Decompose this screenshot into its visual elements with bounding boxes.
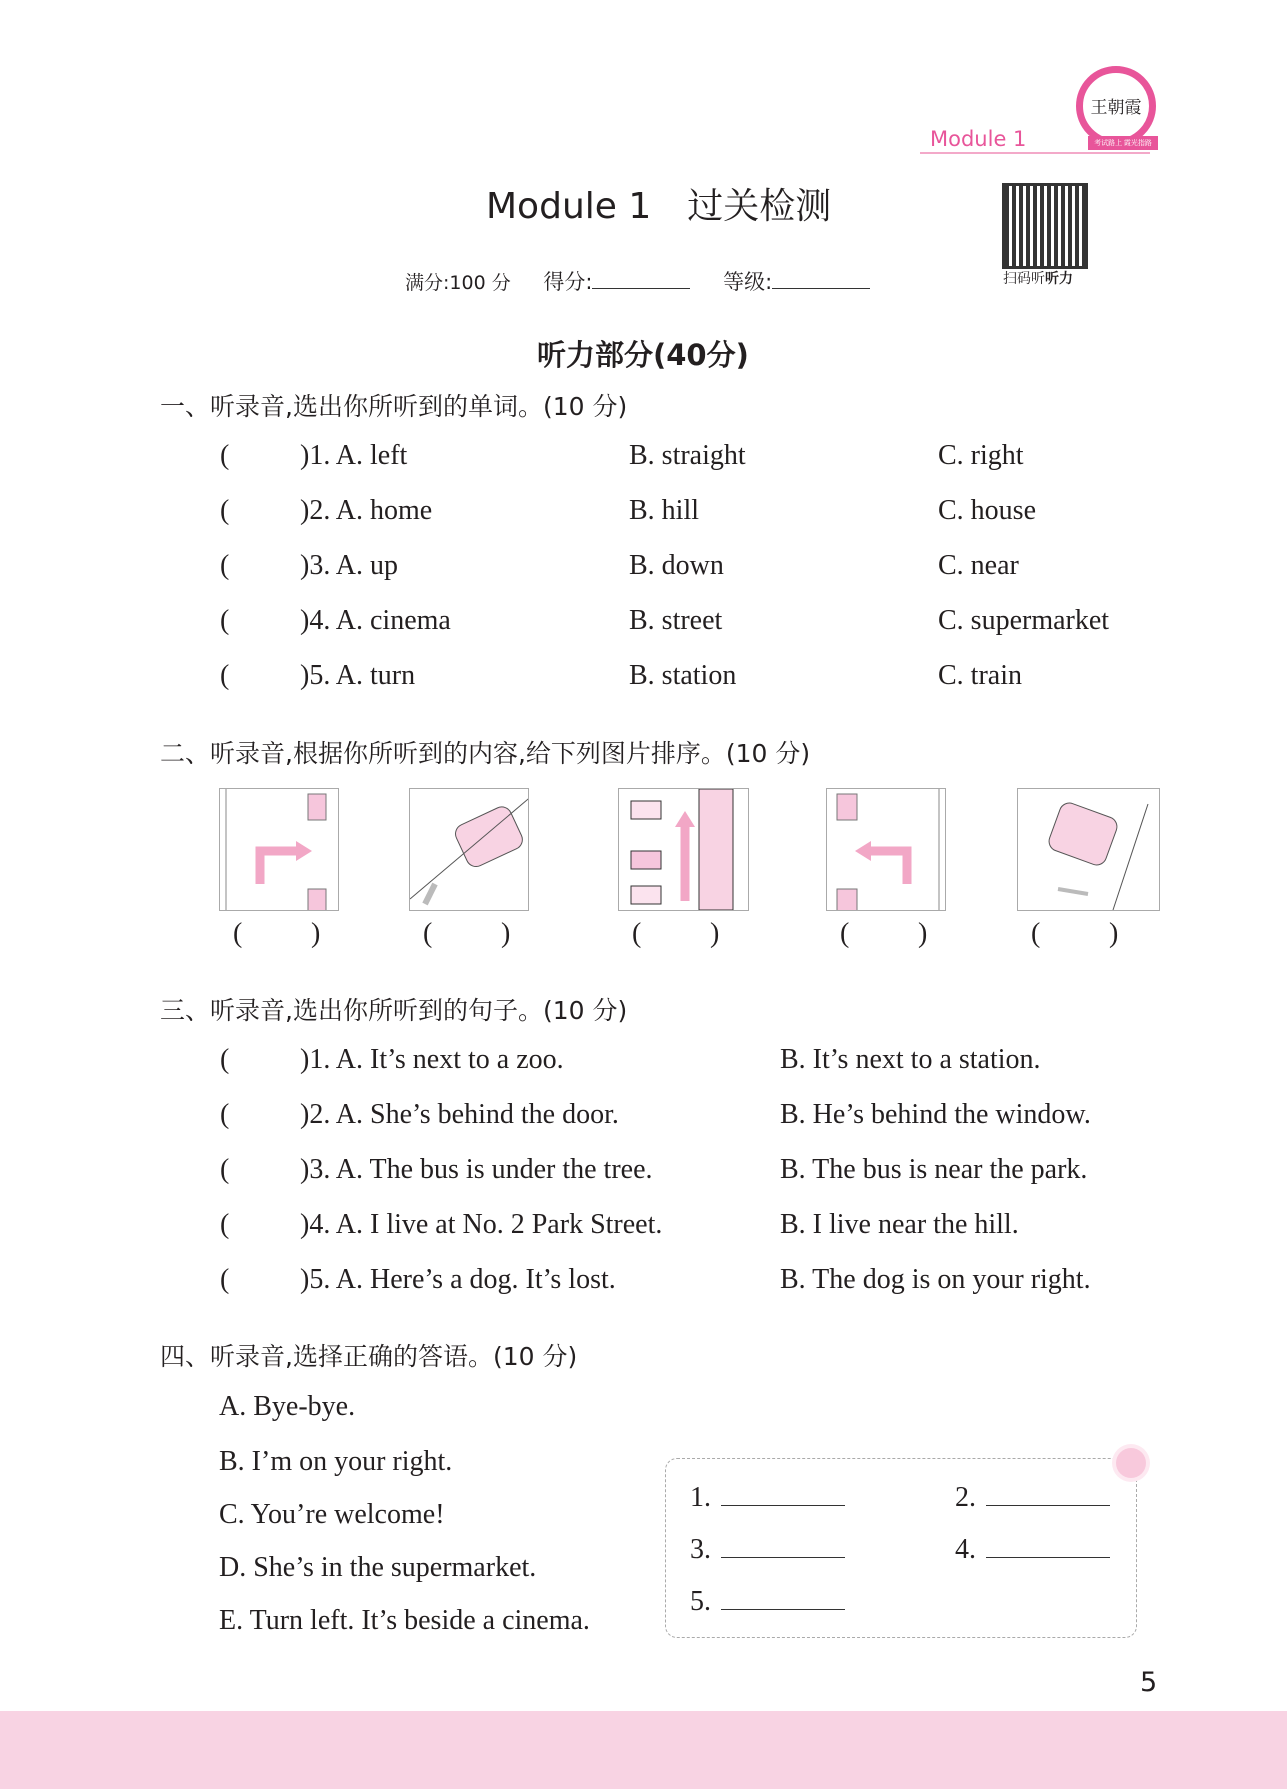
option-b: B. hill	[629, 495, 700, 526]
sentence-option-a: )5. A. Here’s a dog. It’s lost.	[300, 1264, 616, 1295]
logo-text: 王朝霞	[1090, 98, 1142, 118]
module-tag: Module 1	[930, 127, 1027, 151]
answer-blank[interactable]	[721, 1483, 845, 1506]
answer-blank[interactable]	[721, 1587, 845, 1610]
picture-turn-right	[219, 788, 339, 911]
answer-slot[interactable]	[690, 1534, 845, 1566]
answer-paren-open[interactable]: (	[220, 1099, 230, 1130]
logo-ribbon: 考试路上 霞光指路	[1088, 136, 1158, 150]
option-c: C. house	[938, 495, 1036, 526]
order-paren-close: )	[501, 918, 511, 949]
sentence-option-b: B. I live near the hill.	[780, 1209, 1019, 1240]
qr-caption	[1003, 268, 1073, 288]
answer-paren-open[interactable]: (	[220, 1044, 230, 1075]
question-number-option-a: )3. A. up	[300, 550, 398, 581]
full-score: 满分:100 分	[405, 272, 511, 294]
answer-paren-open[interactable]: (	[220, 440, 230, 471]
answer-number: 5.	[690, 1586, 711, 1617]
section3-heading: 三、听录音,选出你所听到的句子。(10 分)	[160, 996, 628, 1025]
answer-blank[interactable]	[721, 1535, 845, 1558]
answer-blank[interactable]	[986, 1483, 1110, 1506]
section1-heading: 一、听录音,选出你所听到的单词。(10 分)	[160, 392, 628, 421]
picture-car-turning	[1017, 788, 1160, 911]
qr-caption-b: 听力	[1045, 271, 1073, 287]
option-b: B. straight	[629, 440, 746, 471]
answer-number: 2.	[955, 1482, 976, 1513]
footer-band	[0, 1711, 1287, 1789]
page-number: 5	[1140, 1667, 1158, 1698]
option-b: B. station	[629, 660, 737, 691]
answer-slot[interactable]	[955, 1482, 1110, 1514]
answer-paren-open[interactable]: (	[220, 495, 230, 526]
answer-number: 4.	[955, 1534, 976, 1565]
reply-option: E. Turn left. It’s beside a cinema.	[219, 1605, 590, 1636]
sentence-option-b: B. The bus is near the park.	[780, 1154, 1088, 1185]
reply-option: A. Bye-bye.	[219, 1391, 356, 1422]
order-paren-open[interactable]: (	[423, 918, 433, 949]
sentence-option-a: )4. A. I live at No. 2 Park Street.	[300, 1209, 663, 1240]
score-blank[interactable]	[592, 266, 690, 289]
score-line	[405, 266, 870, 296]
answer-number: 3.	[690, 1534, 711, 1565]
brand-logo	[1076, 66, 1156, 146]
picture-go-straight	[618, 788, 749, 911]
option-c: C. right	[938, 440, 1024, 471]
grade-blank[interactable]	[772, 266, 870, 289]
reply-option: C. You’re welcome!	[219, 1499, 445, 1530]
sentence-option-b: B. He’s behind the window.	[780, 1099, 1091, 1130]
order-paren-close: )	[311, 918, 321, 949]
answer-blank[interactable]	[986, 1535, 1110, 1558]
sun-icon	[1116, 1448, 1146, 1478]
reply-option: B. I’m on your right.	[219, 1446, 453, 1477]
order-paren-close: )	[918, 918, 928, 949]
answer-slot[interactable]	[690, 1586, 845, 1618]
option-c: C. train	[938, 660, 1022, 691]
order-paren-close: )	[710, 918, 720, 949]
answer-slot[interactable]	[690, 1482, 845, 1514]
question-number-option-a: )4. A. cinema	[300, 605, 451, 636]
question-number-option-a: )2. A. home	[300, 495, 433, 526]
reply-option: D. She’s in the supermarket.	[219, 1552, 537, 1583]
sentence-option-a: )2. A. She’s behind the door.	[300, 1099, 619, 1130]
picture-bus-on-hill	[409, 788, 529, 911]
part-title: 听力部分(40分)	[537, 338, 749, 372]
answer-paren-open[interactable]: (	[220, 1154, 230, 1185]
option-b: B. street	[629, 605, 723, 636]
picture-turn-left	[826, 788, 946, 911]
answer-paren-open[interactable]: (	[220, 660, 230, 691]
order-paren-open[interactable]: (	[1031, 918, 1041, 949]
question-number-option-a: )1. A. left	[300, 440, 408, 471]
order-paren-close: )	[1109, 918, 1119, 949]
order-paren-open[interactable]: (	[233, 918, 243, 949]
sentence-option-b: B. It’s next to a station.	[780, 1044, 1041, 1075]
qr-caption-a: 扫码听	[1003, 271, 1045, 287]
page-title: Module 1 过关检测	[486, 186, 832, 227]
section4-heading: 四、听录音,选择正确的答语。(10 分)	[160, 1342, 578, 1371]
order-paren-open[interactable]: (	[840, 918, 850, 949]
sentence-option-a: )3. A. The bus is under the tree.	[300, 1154, 653, 1185]
answer-paren-open[interactable]: (	[220, 1209, 230, 1240]
option-b: B. down	[629, 550, 724, 581]
answer-paren-open[interactable]: (	[220, 550, 230, 581]
score-label: 得分:	[543, 270, 593, 294]
answer-number: 1.	[690, 1482, 711, 1513]
option-c: C. supermarket	[938, 605, 1110, 636]
section2-heading: 二、听录音,根据你所听到的内容,给下列图片排序。(10 分)	[160, 739, 811, 768]
order-paren-open[interactable]: (	[632, 918, 642, 949]
answer-slot[interactable]	[955, 1534, 1110, 1566]
qr-code[interactable]	[1005, 186, 1085, 266]
grade-label: 等级:	[723, 270, 773, 294]
header-rule	[920, 152, 1150, 154]
sentence-option-a: )1. A. It’s next to a zoo.	[300, 1044, 564, 1075]
option-c: C. near	[938, 550, 1019, 581]
answer-paren-open[interactable]: (	[220, 1264, 230, 1295]
answer-paren-open[interactable]: (	[220, 605, 230, 636]
question-number-option-a: )5. A. turn	[300, 660, 416, 691]
sentence-option-b: B. The dog is on your right.	[780, 1264, 1091, 1295]
